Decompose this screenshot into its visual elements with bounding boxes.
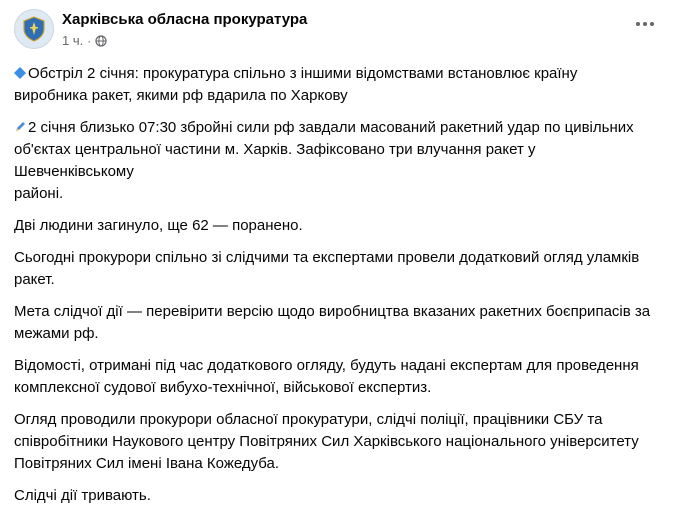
post-paragraph — [14, 409, 659, 475]
text-line: об'єктах центральної частини м. Харків. Зафіксовано три влучання ракет у Шевченківському — [14, 141, 536, 180]
post-paragraph — [14, 485, 659, 507]
post-paragraph — [14, 63, 659, 107]
more-dot — [643, 22, 647, 26]
text-line: Повітряних Сил імені Івана Кожедуба. — [14, 455, 280, 472]
prosecutor-emblem-icon — [19, 14, 49, 44]
text-line: виробника ракет, якими рф вдарила по Харкову — [14, 87, 348, 104]
text-line: районі. — [14, 185, 64, 202]
text-line: Обстріл 2 січня: прокуратура спільно з іншими відомствами встановлює країну — [28, 65, 578, 82]
text-line: Дві людини загинуло, ще 62 — поранено. — [14, 217, 303, 234]
globe-icon — [95, 35, 107, 47]
text-line: Мета слідчої дії — перевірити версію щодо виробництва вказаних ракетних боєприпасів за — [14, 303, 651, 320]
post-paragraph — [14, 117, 659, 205]
text-line: ракет. — [14, 271, 55, 288]
text-line: співробітники Наукового центру Повітряних Сил Харківського національного університету — [14, 433, 639, 450]
text-line: комплексної судової вибухо-технічної, військової експертиз. — [14, 379, 432, 396]
post-paragraph — [14, 247, 659, 291]
post-body — [14, 63, 659, 507]
more-dot — [650, 22, 654, 26]
post-paragraph — [14, 301, 659, 345]
post-time[interactable]: 1 ч. — [62, 33, 84, 48]
page-name[interactable]: Харківська обласна прокуратура — [62, 11, 308, 28]
meta-separator: · — [87, 33, 92, 48]
post-meta — [62, 33, 107, 48]
post-paragraph — [14, 215, 659, 237]
text-line: межами рф. — [14, 325, 99, 342]
text-line: Огляд проводили прокурори обласної прокуратури, слідчі поліції, працівники СБУ та — [14, 411, 603, 428]
text-line: Відомості, отримані під час додаткового огляду, будуть надані експертам для проведення — [14, 357, 639, 374]
text-line: Слідчі дії тривають. — [14, 487, 151, 504]
post-paragraph — [14, 355, 659, 399]
more-dot — [636, 22, 640, 26]
text-line: Сьогодні прокурори спільно зі слідчими та експертами провели додатковий огляд уламків — [14, 249, 640, 266]
pencil-icon — [14, 121, 26, 133]
page-avatar[interactable] — [14, 9, 54, 49]
text-line: 2 січня близько 07:30 збройні сили рф завдали масований ракетний удар по цивільних — [28, 119, 634, 136]
more-options-button[interactable] — [631, 15, 659, 33]
post-header — [14, 9, 659, 53]
blue-diamond-icon — [14, 67, 26, 79]
